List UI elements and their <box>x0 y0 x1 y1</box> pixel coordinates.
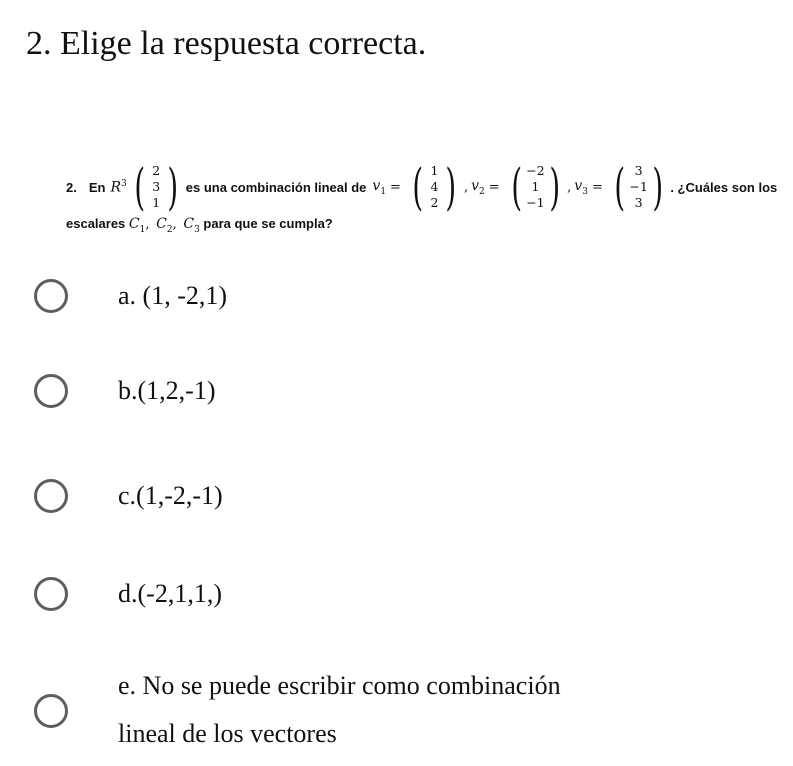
option-e-label <box>118 662 561 758</box>
vector-v2: ( −2 1 −1 ) <box>511 158 560 216</box>
scalar-c1: $C_1$ <box>128 216 146 235</box>
scalars-suffix: para que se cumpla? <box>203 216 333 231</box>
option-c[interactable] <box>34 472 223 520</box>
vector-v3: ( 3 −1 3 ) <box>614 158 663 216</box>
scalars-prefix: escalares <box>66 216 126 231</box>
option-e[interactable] <box>34 666 561 758</box>
target-vector: ( 2 3 1 ) <box>134 158 179 216</box>
option-d-radio[interactable] <box>34 577 68 611</box>
scalar-c2: $C_2$ <box>156 216 173 235</box>
option-c-radio[interactable] <box>34 479 68 513</box>
question-title: 2. Elige la respuesta correcta. <box>26 25 427 62</box>
option-a-label: a. (1, -2,1) <box>118 281 228 310</box>
option-e-label-line2: lineal de los vectores <box>118 719 337 748</box>
option-a-radio[interactable] <box>34 279 68 313</box>
option-b-radio[interactable] <box>34 374 68 408</box>
problem-middle-text: es una combinación lineal de <box>185 179 367 195</box>
scalar-c3: $C_3$ <box>183 216 200 235</box>
vector-space: $R^3$ <box>110 178 127 196</box>
problem-intro: En <box>88 179 106 195</box>
vector-v1-name: $v_1$ <box>372 177 387 197</box>
option-b[interactable] <box>34 367 215 415</box>
vector-v1: ( 1 4 2 ) <box>412 158 457 216</box>
problem-statement: 2. En $R^3$ ( 2 3 1 ) es una combinación lineal de $v_1$ = ( 1 4 2 ) , $v_2$ = ( −2 1 −1 ) , $v_3$ = ( 3 −1 3 ) . ¿Cuáles son los escalares $C_1$, $C_2$, $C_3$ para que se cumpla? <box>66 158 778 235</box>
problem-number: 2. <box>66 179 77 195</box>
option-c-label: c.(1,-2,-1) <box>118 481 223 510</box>
vector-v3-name: $v_3$ <box>574 177 588 197</box>
vector-v2-name: $v_2$ <box>471 177 485 197</box>
option-d-label: d.(-2,1,1,) <box>118 579 222 608</box>
option-d[interactable] <box>34 570 222 618</box>
option-a[interactable] <box>34 272 227 320</box>
question-tail: . ¿Cuáles son los <box>670 179 778 195</box>
option-b-label: b.(1,2,-1) <box>118 376 216 405</box>
option-e-radio[interactable] <box>34 694 68 728</box>
option-e-label-line1: e. No se puede escribir como combinación <box>118 671 561 700</box>
